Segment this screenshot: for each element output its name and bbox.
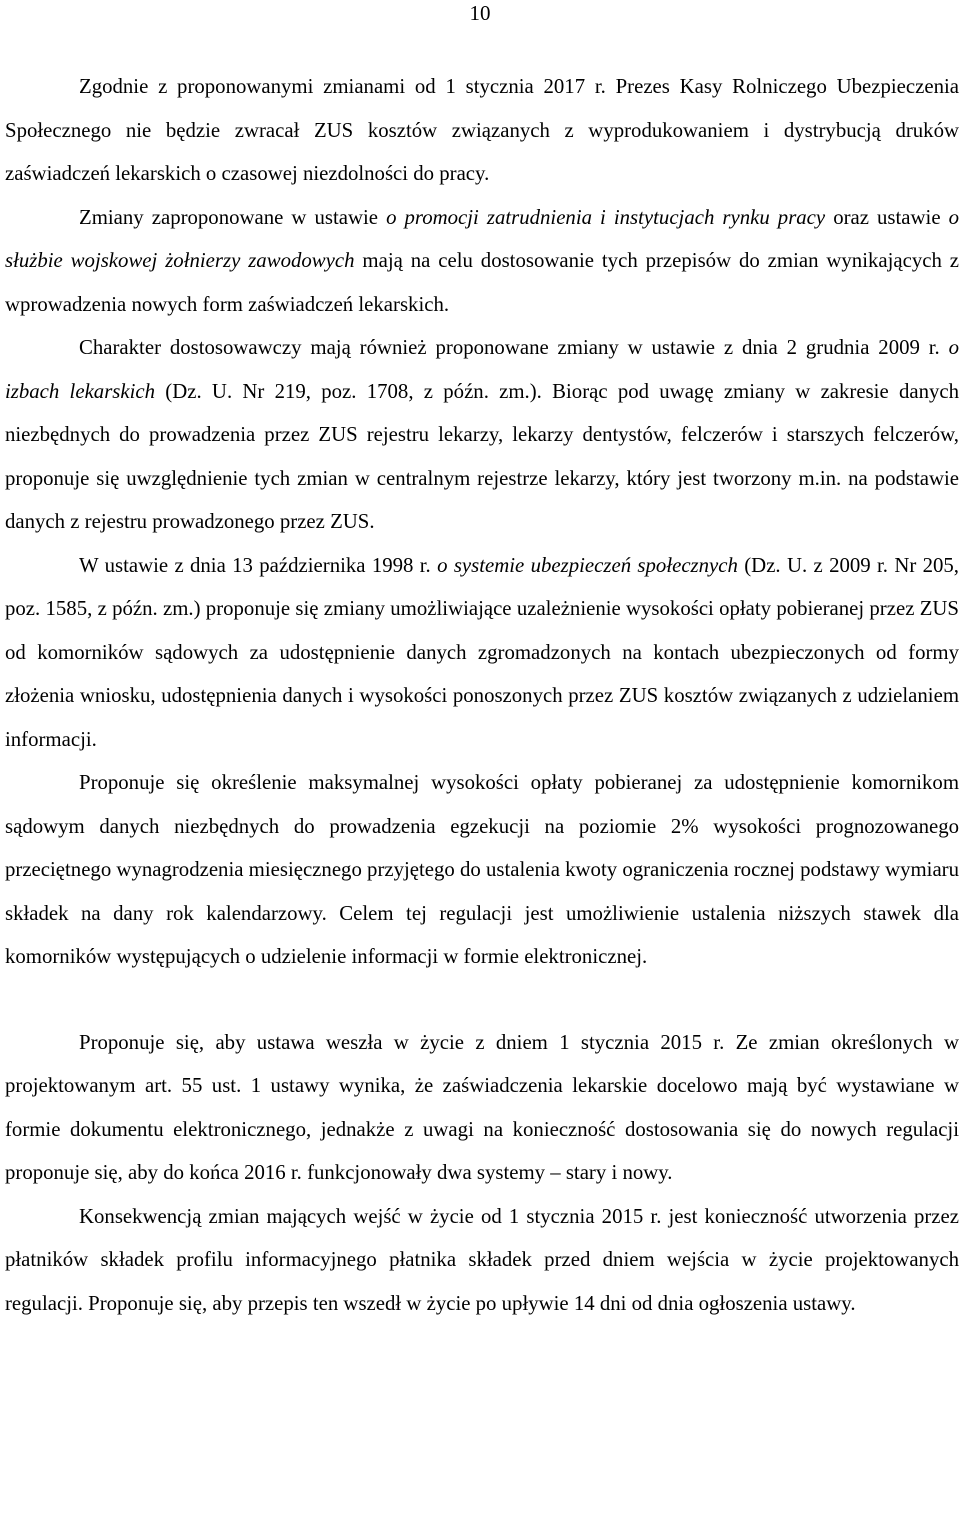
document-body	[5, 65, 959, 1325]
page-number: 10	[469, 1, 491, 25]
italic-text-run: o promocji zatrudnienia i instytucjach rynku pracy	[386, 205, 826, 229]
text-run: W ustawie z dnia 13 października 1998 r.	[79, 553, 438, 577]
paragraph-p3	[5, 326, 959, 544]
paragraph-p7	[5, 1195, 959, 1326]
paragraph-p5	[5, 761, 959, 979]
paragraph-p2	[5, 196, 959, 327]
text-run: mają na celu dostosowanie tych przepisów do zmian wynikających z wprowadzenia nowych form zaświadczeń lekarskich.	[5, 249, 960, 316]
text-run: Proponuje się, aby ustawa weszła w życie z dniem 1 stycznia 2015 r. Ze zmian określonych w projektowanym art. 55 ust. 1 ustawy wynika, że zaświadczenia lekarskie docelowo mają być wystawiane w formie dokumentu elektronicznego, jednakże z uwagi na konieczność dostosowania się do nowych regulacji proponuje się, aby do końca 2016 r. funkcjonowały dwa systemy – stary i nowy.	[5, 1030, 959, 1184]
text-run: Charakter dostosowawczy mają również proponowane zmiany w ustawie z dnia 2 grudnia 2009 r.	[79, 336, 949, 359]
text-run: Zgodnie z proponowanymi zmianami od 1 stycznia 2017 r. Prezes Kasy Rolniczego Ubezpieczenia Społecznego nie będzie zwracał ZUS kosztów związanych z wyprodukowaniem i dystrybucją druków zaświadczeń lekarskich o czasowej niezdolności do pracy.	[5, 75, 959, 185]
paragraph-p4	[5, 544, 959, 762]
text-run: oraz ustawie	[825, 205, 949, 229]
text-run: (Dz. U. z 2009 r. Nr 205, poz. 1585, z późn. zm.) proponuje się zmiany umożliwiające uzależnienie wysokości opłaty pobieranej przez ZUS od komorników sądowych za udostępnienie danych zgromadzonych na kontach ubezpieczonych od formy złożenia wniosku, udostępnienia danych i wysokości ponoszonych przez ZUS kosztów związanych z udzielaniem informacji.	[5, 553, 959, 751]
text-run: Proponuje się określenie maksymalnej wysokości opłaty pobieranej za udostępnienie komornikom sądowym danych niezbędnych do prowadzenia egzekucji na poziomie 2% wysokości prognozowanego przeciętnego wynagrodzenia miesięcznego przyjętego do ustalenia kwoty ograniczenia rocznej podstawy wymiaru składek na dany rok kalendarzowy. Celem tej regulacji jest umożliwienie ustalenia niższych stawek dla komorników występujących o udzielenie informacji w formie elektronicznej.	[5, 771, 959, 968]
text-run: Zmiany zaproponowane w ustawie	[79, 205, 387, 229]
paragraph-p6	[5, 1021, 959, 1195]
text-run: (Dz. U. Nr 219, poz. 1708, z późn. zm.). Biorąc pod uwagę zmiany w zakresie danych niezbędnych do prowadzenia przez ZUS rejestru lekarzy, lekarzy dentystów, felczerów i starszych felczerów, proponuje się uwzględnienie tych zmian w centralnym rejestrze lekarzy, który jest tworzony m.in. na podstawie danych z rejestru prowadzonego przez ZUS.	[5, 379, 959, 533]
text-run: Konsekwencją zmian mających wejść w życie od 1 stycznia 2015 r. jest konieczność utworzenia przez płatników składek profilu informacyjnego płatnika składek przed dniem wejścia w życie projektowanych regulacji. Proponuje się, aby przepis ten wszedł w życie po upływie 14 dni od dnia ogłoszenia ustawy.	[5, 1204, 959, 1315]
paragraph-p1	[5, 65, 959, 196]
italic-text-run: o służbie wojskowej żołnierzy zawodowych	[5, 205, 960, 272]
italic-text-run: o systemie ubezpieczeń społecznych	[437, 553, 738, 577]
italic-text-run: o izbach lekarskich	[5, 336, 959, 403]
